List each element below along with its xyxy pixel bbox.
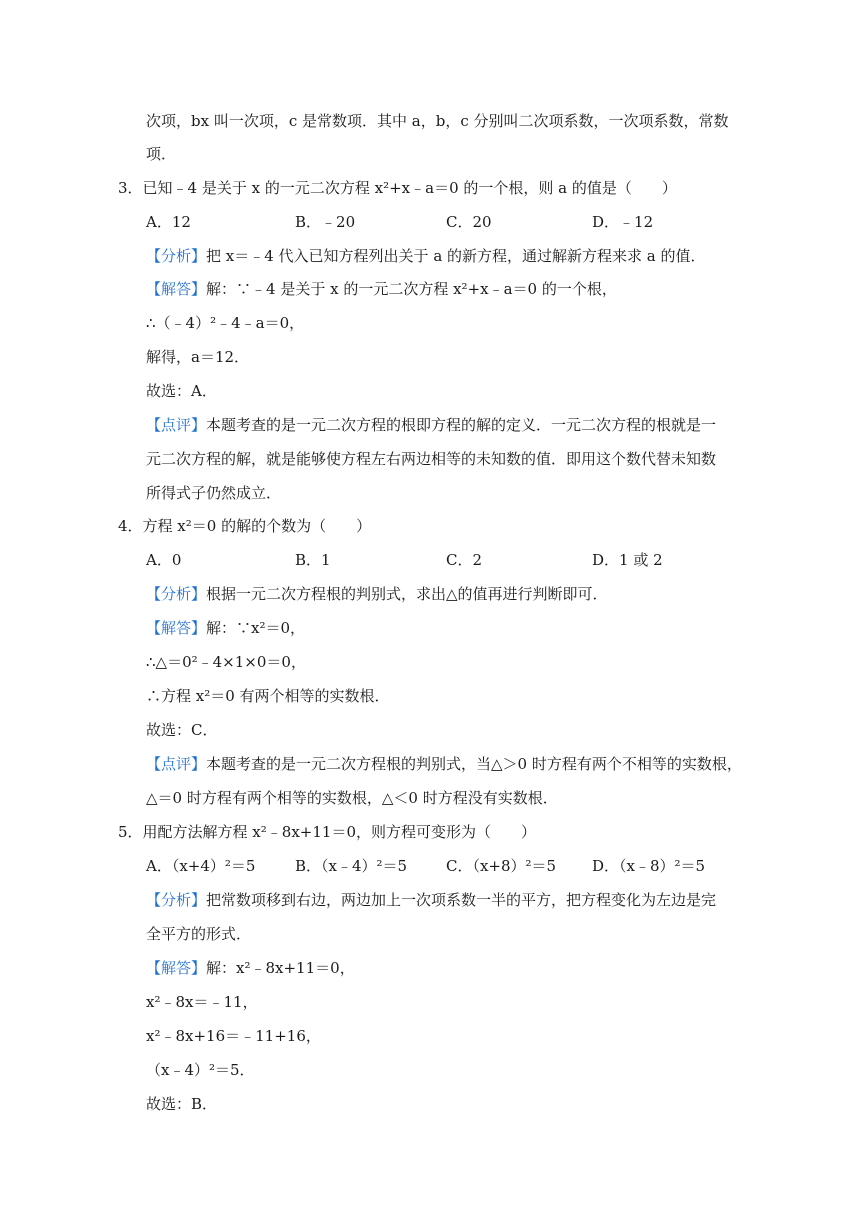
question-4-solution-line-2: ∴方程 x²＝0 有两个相等的实数根．	[146, 687, 390, 705]
intro-line-2: 项．	[146, 145, 177, 163]
question-5-solution-line-3: （x﹣4）²＝5．	[146, 1061, 255, 1079]
question-3-comment-line-3: 所得式子仍然成立．	[146, 484, 282, 502]
question-3-options	[146, 212, 706, 232]
question-4-comment-line-1	[146, 754, 742, 774]
option-c: C．2	[446, 551, 483, 569]
option-b: B．1	[295, 551, 331, 569]
option-a: A．（x+4）²＝5	[146, 857, 256, 875]
analysis-text: 把常数项移到右边，两边加上一次项系数一半的平方，把方程变化为左边是完	[206, 891, 717, 909]
question-5-analysis-line-2: 全平方的形式．	[146, 925, 252, 943]
question-3-solution-line-2: 解得，a＝12．	[146, 348, 250, 366]
question-3-comment-line-2: 元二次方程的解，就是能够使方程左右两边相等的未知数的值．即用这个数代替未知数	[146, 450, 717, 468]
analysis-tag: 【分析】	[146, 891, 207, 909]
question-4-comment-line-2: △＝0 时方程有两个相等的实数根，△＜0 时方程没有实数根．	[146, 789, 558, 807]
question-4-solution-head	[146, 618, 305, 638]
option-c: C．20	[446, 213, 492, 231]
comment-text: 本题考查的是一元二次方程根的判别式，当△＞0 时方程有两个不相等的实数根，	[206, 755, 742, 773]
solution-text: 解：x²﹣8x+11＝0，	[206, 959, 355, 977]
question-3-solution-line-1: ∴（﹣4）²﹣4﹣a＝0，	[146, 314, 305, 332]
question-4-analysis	[146, 584, 608, 604]
comment-tag: 【点评】	[146, 755, 207, 773]
option-d: D．（x﹣8）²＝5	[592, 857, 706, 875]
analysis-tag: 【分析】	[146, 585, 207, 603]
question-5-stem: 5．用配方法解方程 x²﹣8x+11＝0，则方程可变形为（ ）	[118, 823, 536, 841]
option-d: D．﹣12	[592, 213, 654, 231]
question-5-solution-head	[146, 958, 355, 978]
intro-line-1: 次项，bx 叫一次项，c 是常数项．其中 a，b，c 分别叫二次项系数，一次项系数，常数	[146, 112, 729, 130]
question-5-options	[146, 856, 746, 876]
analysis-text: 把 x＝﹣4 代入已知方程列出关于 a 的新方程，通过解新方程来求 a 的值．	[206, 247, 706, 265]
option-a: A．12	[146, 213, 191, 231]
option-d: D．1 或 2	[592, 551, 663, 569]
solution-text: 解：∵﹣4 是关于 x 的一元二次方程 x²+x﹣a＝0 的一个根，	[206, 280, 617, 298]
question-4-stem: 4．方程 x²＝0 的解的个数为（ ）	[118, 517, 372, 535]
analysis-text: 根据一元二次方程根的判别式，求出△的值再进行判断即可．	[206, 585, 608, 603]
question-3-solution-line-3: 故选：A．	[146, 382, 217, 400]
solution-tag: 【解答】	[146, 959, 207, 977]
solution-tag: 【解答】	[146, 280, 207, 298]
question-5-solution-line-1: x²﹣8x＝﹣11，	[146, 993, 258, 1011]
question-5-solution-line-4: 故选：B．	[146, 1095, 218, 1113]
analysis-tag: 【分析】	[146, 247, 207, 265]
option-b: B．（x﹣4）²＝5	[295, 857, 408, 875]
option-c: C．（x+8）²＝5	[446, 857, 557, 875]
question-3-comment-line-1	[146, 415, 716, 435]
question-4-solution-line-1: ∴△＝0²﹣4×1×0＝0，	[146, 653, 306, 671]
question-4-options	[146, 550, 706, 570]
question-5-solution-line-2: x²﹣8x+16＝﹣11+16，	[146, 1027, 321, 1045]
question-3-solution-head	[146, 279, 617, 299]
comment-text: 本题考查的是一元二次方程的根即方程的解的定义．一元二次方程的根就是一	[206, 416, 717, 434]
comment-tag: 【点评】	[146, 416, 207, 434]
solution-text: 解：∵x²＝0，	[206, 619, 306, 637]
option-a: A．0	[146, 551, 182, 569]
option-b: B．﹣20	[295, 213, 356, 231]
solution-tag: 【解答】	[146, 619, 207, 637]
question-5-analysis-line-1	[146, 890, 716, 910]
question-4-solution-line-3: 故选：C．	[146, 721, 218, 739]
question-3-stem: 3．已知﹣4 是关于 x 的一元二次方程 x²+x﹣a＝0 的一个根，则 a 的值是（ ）	[118, 179, 677, 197]
question-3-analysis	[146, 246, 706, 266]
